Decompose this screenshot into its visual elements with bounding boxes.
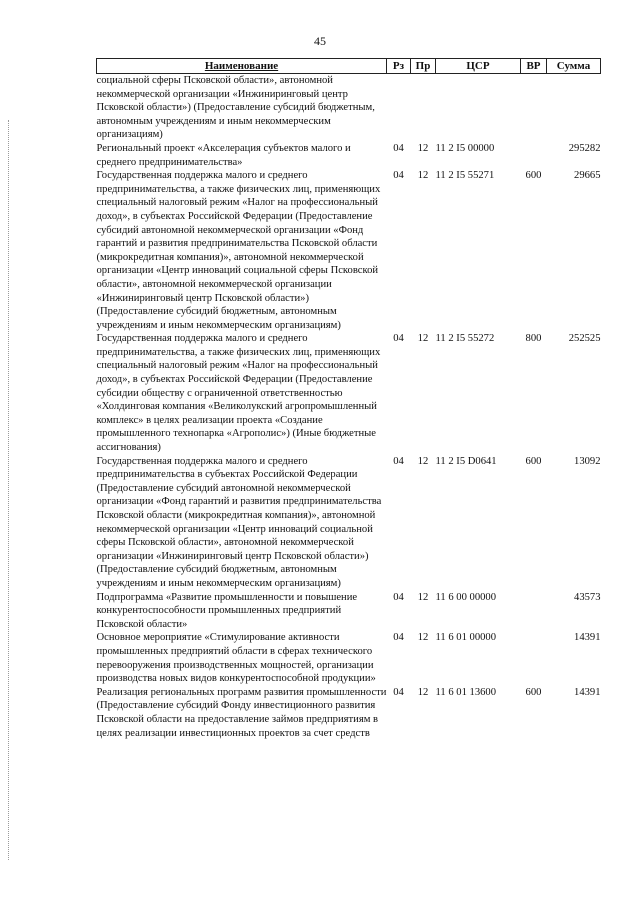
row-vr: 600: [525, 455, 542, 467]
row-sum: 295282: [568, 142, 601, 154]
row-csr: 11 2 I5 55271: [435, 170, 495, 182]
row-rz: 04: [393, 686, 404, 698]
row-vr: 800: [525, 333, 542, 345]
row-csr: 11 2 I5 55272: [435, 333, 495, 345]
row-sum: 43573: [574, 591, 601, 603]
row-pr: 12: [417, 686, 429, 698]
row-name: Основное мероприятие «Стимулирование активности промышленных предприятий области в сферах технического перевооружения производственных мощностей, организации производства новых видов конкурентоспособной продукции»: [96, 632, 376, 685]
row-csr: 11 2 I5 D0641: [435, 455, 497, 467]
header-rz: Рз: [387, 59, 411, 74]
row-vr: 600: [525, 686, 542, 698]
row-pr: [411, 74, 436, 142]
row-sum: 14391: [574, 632, 601, 644]
table-header-row: [97, 59, 601, 74]
table-row: [97, 591, 601, 632]
row-pr: 12: [417, 142, 429, 154]
row-sum: 14391: [574, 686, 601, 698]
row-sum: 252525: [568, 333, 601, 345]
row-pr: 12: [417, 591, 429, 603]
page-number: 45: [314, 34, 326, 48]
row-vr: [521, 591, 547, 632]
row-csr: 11 2 I5 00000: [435, 142, 495, 154]
row-name: Региональный проект «Акселерация субъектов малого и среднего предпринимательства»: [96, 142, 351, 168]
row-vr: [521, 631, 547, 685]
row-vr: 600: [525, 170, 542, 182]
row-name: Государственная поддержка малого и среднего предпринимательства, а также физических лиц, применяющих специальный налоговый режим «Налог на профессиональный доход», в субъектах Российской Федерации (Предоставление субсидии обществу с ограниченной ответственностью «Холдинговая компания «Великолукский агропромышленный комплекс» в целях реализации проекта «Создание промышленного технопарка «Агрополис») (Иные бюджетные ассигнования): [96, 333, 381, 454]
row-pr: 12: [417, 170, 429, 182]
row-name: Государственная поддержка малого и среднего предпринимательства, а также физических лиц, применяющих специальный налоговый режим «Налог на профессиональный доход», в субъектах Российской Федерации (Предоставление субсидий автономной некоммерческой организации «Фонд гарантий и развития предпринимательства Псковской области (микрокредитная компания)», автономной некоммерческой организации «Центр инноваций социальной сферы Псковской области», автономной некоммерческой организации «Инжиниринговый центр Псковской области») (Предоставление субсидий бюджетным, автономным учреждениям и иным некоммерческим организациям): [96, 170, 381, 331]
row-rz: 04: [393, 142, 404, 154]
row-csr: 11 6 00 00000: [435, 591, 497, 603]
budget-table: [96, 58, 601, 740]
header-pr: Пр: [411, 59, 436, 74]
table-row: [97, 455, 601, 591]
row-rz: 04: [393, 170, 404, 182]
table-row: [97, 74, 601, 142]
row-name: Государственная поддержка малого и среднего предпринимательства в субъектах Российской Федерации (Предоставление субсидий автономной некоммерческой организации «Фонд гарантий и развития предпринимательства Псковской области (микрокредитная компания)», автономной некоммерческой организации «Центр инноваций социальной сферы Псковской области», автономной некоммерческой организации «Инжиниринговый центр Псковской области») (Предоставление субсидий бюджетным, автономным учреждениям и иным некоммерческим организациям): [96, 455, 382, 589]
row-rz: 04: [393, 632, 404, 644]
table-row: [97, 169, 601, 332]
row-rz: 04: [393, 591, 404, 603]
header-vr: ВР: [521, 59, 547, 74]
row-pr: 12: [417, 333, 429, 345]
table-row: [97, 686, 601, 740]
row-pr: 12: [417, 632, 429, 644]
row-csr: 11 6 01 00000: [435, 632, 497, 644]
scan-edge: [8, 120, 10, 860]
header-name: Наименование: [97, 59, 387, 74]
table-row: [97, 631, 601, 685]
header-sum: Сумма: [547, 59, 601, 74]
table-row: [97, 142, 601, 169]
row-vr: [521, 142, 547, 169]
row-name: социальной сферы Псковской области», автономной некоммерческой организации «Инжиниринговый центр Псковской области») (Предоставление субсидий бюджетным, автономным учреждениям и иным некоммерческим организациям): [96, 75, 375, 141]
table-row: [97, 332, 601, 454]
row-name: Подпрограмма «Развитие промышленности и повышение конкурентоспособности промышленных предприятий Псковской области»: [96, 591, 358, 630]
row-rz: 04: [393, 333, 404, 345]
row-name: Реализация региональных программ развития промышленности (Предоставление субсидий Фонду инвестиционного развития Псковской области на предоставление займов предприятиям в целях реализации инвестиционных проектов за счет средств: [96, 686, 387, 739]
row-rz: [387, 74, 411, 142]
row-sum: 29665: [574, 170, 601, 182]
row-csr: 11 6 01 13600: [435, 686, 497, 698]
row-rz: 04: [393, 455, 404, 467]
row-pr: 12: [417, 455, 429, 467]
row-csr: [436, 74, 521, 142]
header-csr: ЦСР: [436, 59, 521, 74]
row-sum: [547, 74, 601, 142]
row-vr: [521, 74, 547, 142]
row-sum: 13092: [574, 455, 601, 467]
